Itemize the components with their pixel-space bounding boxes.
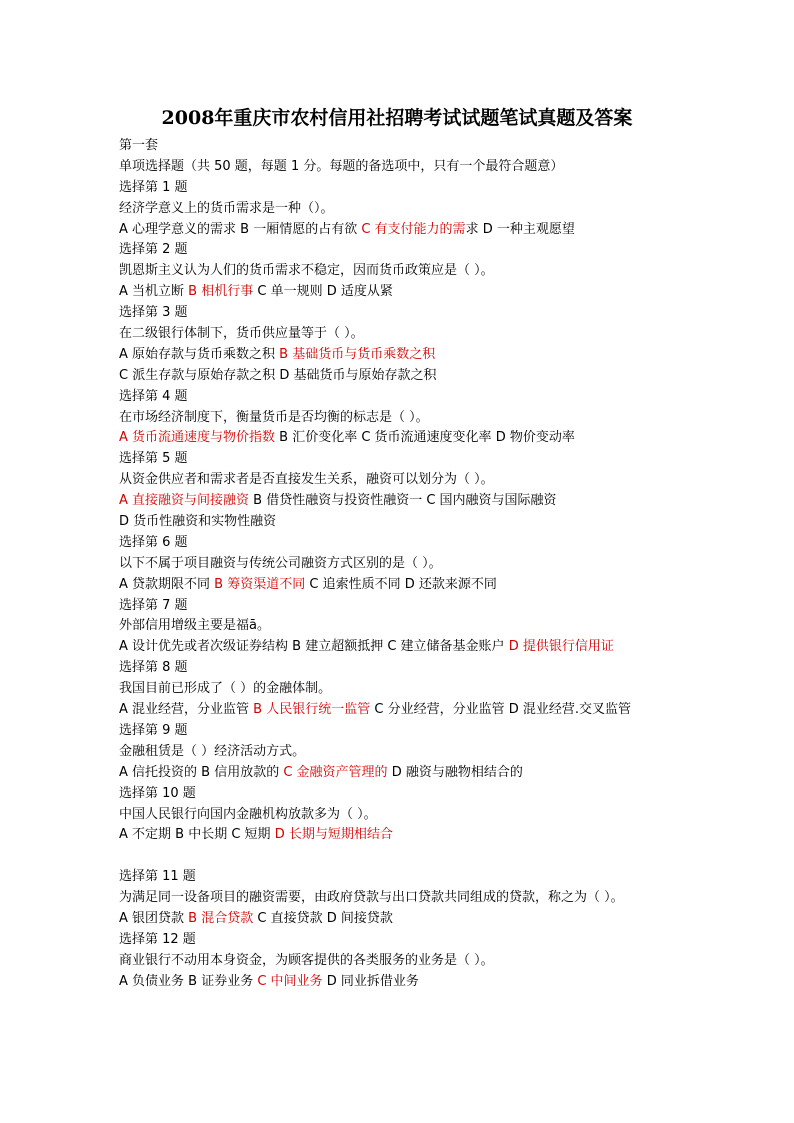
answer-highlight: B 筹资渠道不同 xyxy=(214,576,306,592)
text-segment: C 单一规则 D 适度从紧 xyxy=(253,284,393,300)
text-line xyxy=(119,825,689,846)
text-line xyxy=(119,721,689,742)
text-segment: 从资金供应者和需求者是否直接发生关系，融资可以划分为（ ）。 xyxy=(119,472,494,488)
text-line xyxy=(119,930,689,951)
text-segment: 外部信用增级主要是福ā。 xyxy=(119,618,270,634)
text-line xyxy=(119,178,689,199)
text-line xyxy=(119,637,689,658)
document-body xyxy=(119,136,689,993)
document-title: 2008年重庆市农村信用社招聘考试试题笔试真题及答案 xyxy=(161,107,633,129)
text-line xyxy=(119,449,689,470)
text-segment: A 混业经营，分业监管 xyxy=(119,702,254,718)
text-line xyxy=(119,533,689,554)
text-line xyxy=(119,658,689,679)
text-line xyxy=(119,909,689,930)
text-line xyxy=(119,366,689,387)
text-segment: A 信托投资的 B 信用放款的 xyxy=(119,764,284,780)
text-segment: A 设计优先或者次级证券结构 B 建立超额抵押 C 建立储备基金账户 xyxy=(119,639,509,655)
answer-highlight: B 混合贷款 xyxy=(188,910,254,926)
text-segment: 选择第 2 题 xyxy=(119,242,188,258)
text-segment: A 原始存款与货币乘数之积 xyxy=(119,346,280,362)
text-line xyxy=(119,136,689,157)
text-segment: B 借贷性融资与投资性融资一 C 国内融资与国际融资 xyxy=(249,493,557,509)
text-segment: A 不定期 B 中长期 C 短期 xyxy=(119,827,275,843)
answer-highlight: A 货币流通速度与物价指数 xyxy=(119,430,276,446)
text-segment: A 贷款期限不同 xyxy=(119,576,215,592)
text-segment: 商业银行不动用本身资金，为顾客提供的各类服务的业务是（ ）。 xyxy=(119,952,494,968)
text-segment: C 分业经营，分业监管 D 混业经营.交叉监管 xyxy=(370,702,631,718)
text-segment: C 直接贷款 D 间接贷款 xyxy=(253,910,393,926)
text-line xyxy=(119,554,689,575)
answer-highlight: D 提供银行信用证 xyxy=(508,639,614,655)
text-segment: 选择第 10 题 xyxy=(119,785,196,801)
answer-highlight: C 中间业务 xyxy=(257,973,323,989)
text-line xyxy=(119,303,689,324)
text-segment: 选择第 6 题 xyxy=(119,534,188,550)
text-segment: A 心理学意义的需求 B 一厢情愿的占有欲 xyxy=(119,221,362,237)
text-line xyxy=(119,408,689,429)
text-segment: C 追索性质不同 D 还款来源不同 xyxy=(305,576,497,592)
text-segment: 选择第 11 题 xyxy=(119,869,196,885)
text-line xyxy=(119,805,689,826)
text-line xyxy=(119,575,689,596)
text-segment: A 负债业务 B 证券业务 xyxy=(119,973,258,989)
text-line xyxy=(119,888,689,909)
text-line xyxy=(119,596,689,617)
text-segment: 在市场经济制度下，衡量货币是否均衡的标志是（ ）。 xyxy=(119,409,429,425)
text-segment: 中国人民银行向国内金融机构放款多为（ ）。 xyxy=(119,806,377,822)
text-segment: 选择第 9 题 xyxy=(119,722,188,738)
text-segment: 第一套 xyxy=(119,138,159,153)
text-line xyxy=(119,261,689,282)
text-segment: 选择第 5 题 xyxy=(119,451,188,467)
text-segment: 我国目前已形成了（ ）的金融体制。 xyxy=(119,681,332,697)
text-line xyxy=(119,157,689,178)
answer-highlight: D 长期与短期相结合 xyxy=(274,827,393,843)
text-segment: 为满足同一设备项目的融资需要，由政府贷款与出口贷款共同组成的贷款，称之为（ ）。 xyxy=(119,890,624,906)
text-segment: A 银团贷款 xyxy=(119,910,189,926)
text-line xyxy=(119,972,689,993)
answer-highlight: B 人民银行统一监管 xyxy=(253,702,371,718)
text-segment: 在二级银行体制下，货币供应量等于（ ）。 xyxy=(119,326,364,342)
text-segment: 选择第 4 题 xyxy=(119,388,188,404)
text-segment: 选择第 8 题 xyxy=(119,660,188,676)
text-line xyxy=(119,428,689,449)
text-segment: 求 D 一种主观愿望 xyxy=(465,221,575,237)
text-segment: 选择第 1 题 xyxy=(119,179,188,195)
text-segment: D 融资与融物相结合的 xyxy=(387,764,523,780)
text-segment: C 派生存款与原始存款之积 D 基础货币与原始存款之积 xyxy=(119,367,437,383)
text-line xyxy=(119,951,689,972)
answer-highlight: A 直接融资与间接融资 xyxy=(119,493,250,509)
text-line xyxy=(119,679,689,700)
answer-highlight: C 有支付能力的需 xyxy=(361,221,466,237)
text-segment: 选择第 3 题 xyxy=(119,305,188,321)
text-segment: 选择第 12 题 xyxy=(119,931,196,947)
text-line xyxy=(119,199,689,220)
text-line xyxy=(119,220,689,241)
text-line xyxy=(119,512,689,533)
text-line xyxy=(119,742,689,763)
text-segment: 经济学意义上的货币需求是一种（）。 xyxy=(119,200,334,216)
text-line xyxy=(119,324,689,345)
answer-highlight: B 相机行事 xyxy=(188,284,254,300)
answer-highlight: C 金融资产管理的 xyxy=(283,764,388,780)
text-segment: B 汇价变化率 C 货币流通速度变化率 D 物价变动率 xyxy=(275,430,575,446)
text-segment: D 同业拆借业务 xyxy=(322,973,419,989)
text-line xyxy=(119,470,689,491)
text-segment: A 当机立断 xyxy=(119,284,189,300)
text-line xyxy=(119,763,689,784)
text-line xyxy=(119,387,689,408)
text-segment: 单项选择题（共 50 题，每题 1 分。每题的备选项中，只有一个最符合题意） xyxy=(119,158,564,174)
text-line xyxy=(119,616,689,637)
text-line xyxy=(119,345,689,366)
text-segment: 以下不属于项目融资与传统公司融资方式区别的是（ ）。 xyxy=(119,555,442,571)
text-segment: 选择第 7 题 xyxy=(119,597,188,613)
text-line xyxy=(119,784,689,805)
text-line xyxy=(119,867,689,888)
text-line xyxy=(119,240,689,261)
text-segment: D 货币性融资和实物性融资 xyxy=(119,514,277,530)
text-line xyxy=(119,282,689,303)
text-segment: 凯恩斯主义认为人们的货币需求不稳定，因而货币政策应是（ ）。 xyxy=(119,263,494,279)
blank-line xyxy=(119,846,689,867)
text-line xyxy=(119,700,689,721)
answer-highlight: B 基础货币与货币乘数之积 xyxy=(279,346,436,362)
text-segment: 金融租赁是（ ）经济活动方式。 xyxy=(119,743,306,759)
text-line xyxy=(119,491,689,512)
